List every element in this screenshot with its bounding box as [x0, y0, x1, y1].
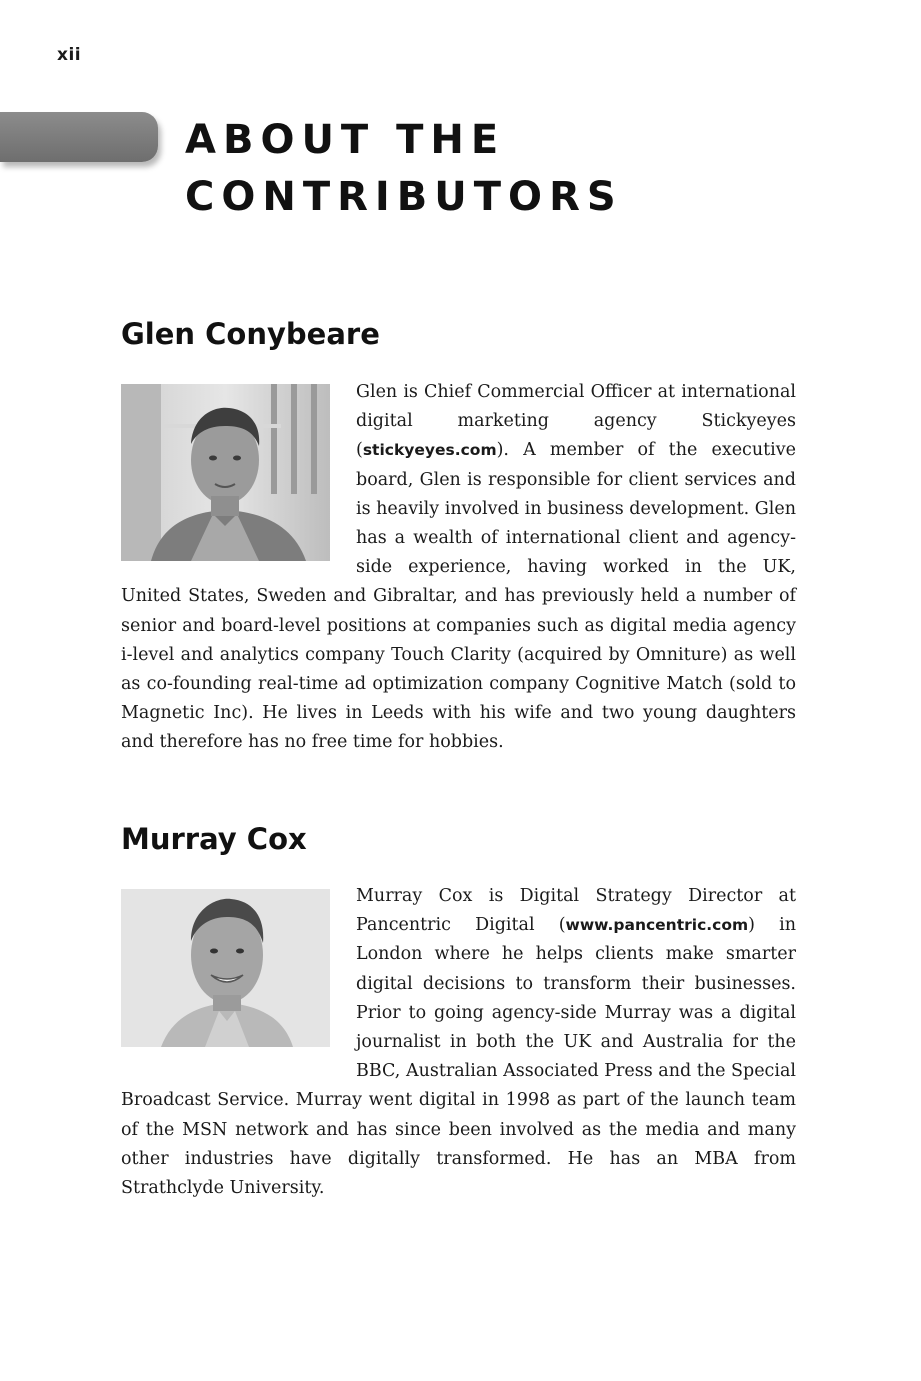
page-title-line-1: ABOUT THE: [185, 117, 506, 163]
chapter-tab-decoration: [0, 112, 158, 162]
bio-text-start: Glen is Chief Commercial Officer at international digital marketing agency Stickyeyes (: [356, 382, 796, 461]
contributor-name: Glen Conybeare: [121, 317, 380, 351]
contributor-photo: [121, 384, 330, 567]
bio-text-end: ). A member of the executive board, Glen is responsible for client services and is heavily involved in business development. Glen has a wealth of international client and agency-side experience, having worked in the UK, United States, Sweden and Gibraltar, and has previously held a number of senior and board-level positions at companies such as digital media agency i-level and analytics company Touch Clarity (acquired by Omniture) as well as co-founding real-time ad optimization company Cognitive Match (sold to Magnetic Inc). He lives in Leeds with his wife and two young daughters and therefore has no free time for hobbies.: [121, 440, 796, 753]
page-number: xii: [57, 45, 82, 65]
contributor-name: Murray Cox: [121, 822, 307, 856]
contributor-bio: [121, 882, 796, 1203]
contributor-photo: [121, 889, 330, 1072]
bio-text-end: ) in London where he helps clients make smarter digital decisions to transform their businesses. Prior to going agency-side Murray was a digital journalist in both the UK and Australia for the BBC, Australian Associated Press and the Special Broadcast Service. Murray went digital in 1998 as part of the launch team of the MSN network and has since been involved as the media and many other industries have digitally transformed. He has an MBA from Strathclyde University.: [121, 915, 796, 1199]
bio-text-start: Murray Cox is Digital Strategy Director at Pancentric Digital (: [356, 886, 796, 936]
portrait-photo-icon: [121, 889, 330, 1047]
contributor-bio: [121, 378, 796, 758]
contributor-website-link[interactable]: www.pancentric.com: [565, 916, 749, 935]
portrait-photo-icon: [121, 384, 330, 561]
page-title-line-2: CONTRIBUTORS: [185, 174, 623, 220]
page-title: [185, 112, 623, 226]
contributor-website-link[interactable]: stickyeyes.com: [362, 441, 497, 460]
